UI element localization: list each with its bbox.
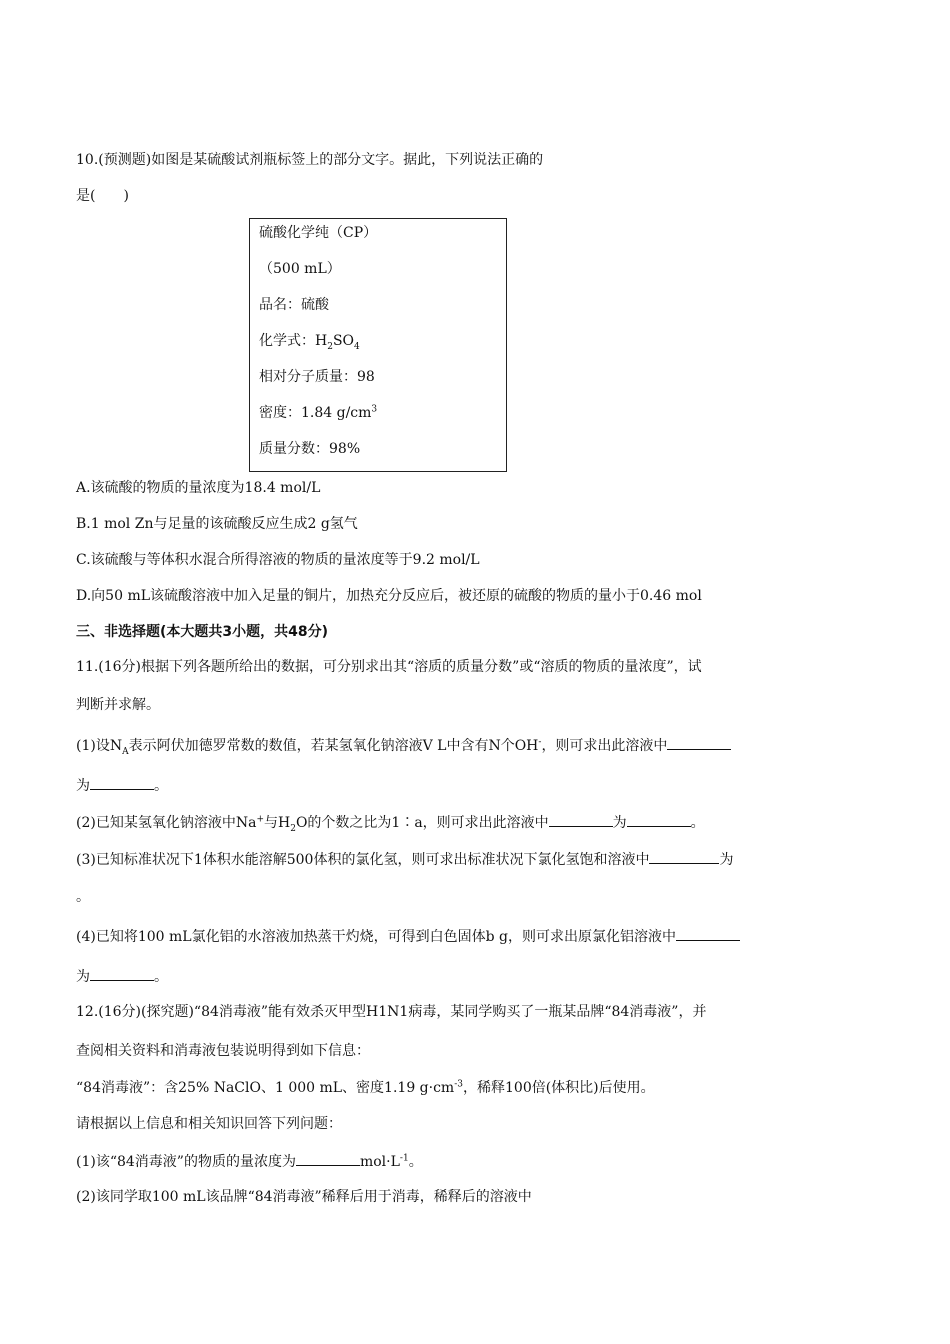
q11-part1: (1)设$N_A$表示阿伏加德罗常数的数值，若某氢氧化钠溶液V L中含有N个OH-，则可求出此溶液中 — [76, 735, 731, 756]
q12-stem-line2: 查阅相关资料和消毒液包装说明得到如下信息： — [76, 1043, 370, 1059]
answer-blank[interactable] — [90, 775, 154, 790]
q11-part3: (3)已知标准状况下1体积水能溶解500体积的氯化氢，则可求出标准状况下氯化氢饱和溶液中 为 — [76, 849, 733, 870]
answer-blank[interactable] — [676, 926, 740, 941]
q11-stem-line1: 11.(16分)根据下列各题所给出的数据，可分别求出其“溶质的质量分数”或“溶质的物质的量浓度”，试 — [76, 659, 702, 675]
q11-part4: (4)已知将100 mL氯化铝的水溶液加热蒸干灼烧，可得到白色固体b g，则可求出原氯化铝溶液中 — [76, 926, 740, 947]
q12-part2: (2)该同学取100 mL该品牌“84消毒液”稀释后用于消毒，稀释后的溶液中 — [76, 1189, 532, 1205]
answer-blank[interactable] — [549, 812, 613, 827]
answer-blank[interactable] — [90, 966, 154, 981]
q12-stem-line1: 12.(16分)(探究题)“84消毒液”能有效杀灭甲型H1N1病毒，某同学购买了一瓶某品牌“84消毒液”，并 — [76, 1004, 707, 1020]
q11-part2: (2)已知某氢氧化钠溶液中Na+与$H_2O$的个数之比为1∶a，则可求出此溶液中 为 。 — [76, 812, 705, 833]
q10-option-d: D.向50 mL该硫酸溶液中加入足量的铜片，加热充分反应后，被还原的硫酸的物质的量小于0.46 mol — [76, 588, 702, 604]
reagent-label-box — [249, 218, 507, 472]
label-mass-fraction: 质量分数：98% — [259, 441, 361, 457]
q11-part3-cont: 。 — [76, 889, 90, 905]
q10-option-b: B.1 mol Zn与足量的该硫酸反应生成2 g氢气 — [76, 516, 358, 532]
q12-info: “84消毒液”：含25% NaClO、1 000 mL、密度1.19 $g\cdot cm^{-3}$，稀释100倍(体积比)后使用。 — [76, 1079, 655, 1096]
label-name: 品名：硫酸 — [259, 297, 329, 313]
section-heading: 三、非选择题(本大题共3小题，共48分) — [76, 624, 329, 640]
label-volume: （500 mL） — [259, 261, 341, 277]
q11-stem-line2: 判断并求解。 — [76, 697, 160, 713]
q12-part1: (1)该“84消毒液”的物质的量浓度为 $mol\cdot L^{-1}$。 — [76, 1151, 423, 1172]
q10-stem-line1: 10.(预测题)如图是某硫酸试剂瓶标签上的部分文字。据此，下列说法正确的 — [76, 152, 544, 168]
answer-blank[interactable] — [627, 812, 691, 827]
q10-option-c: C.该硫酸与等体积水混合所得溶液的物质的量浓度等于9.2 mol/L — [76, 552, 480, 568]
label-formula: 化学式：$H_2SO_4$ — [259, 333, 360, 352]
q10-option-a: A.该硫酸的物质的量浓度为18.4 mol/L — [76, 480, 321, 496]
answer-blank[interactable] — [649, 849, 719, 864]
q11-part4-cont: 为 。 — [76, 966, 168, 987]
q11-part1-cont: 为 。 — [76, 775, 168, 796]
q10-stem-line2: 是( ) — [76, 188, 129, 204]
q12-instruction: 请根据以上信息和相关知识回答下列问题： — [76, 1116, 342, 1132]
label-density: 密度：1.84 $g/cm^3$ — [259, 404, 378, 421]
answer-blank[interactable] — [667, 735, 731, 750]
label-molar-mass: 相对分子质量：98 — [259, 369, 375, 385]
answer-blank[interactable] — [296, 1151, 360, 1166]
label-grade: 硫酸化学纯（CP） — [259, 225, 378, 241]
